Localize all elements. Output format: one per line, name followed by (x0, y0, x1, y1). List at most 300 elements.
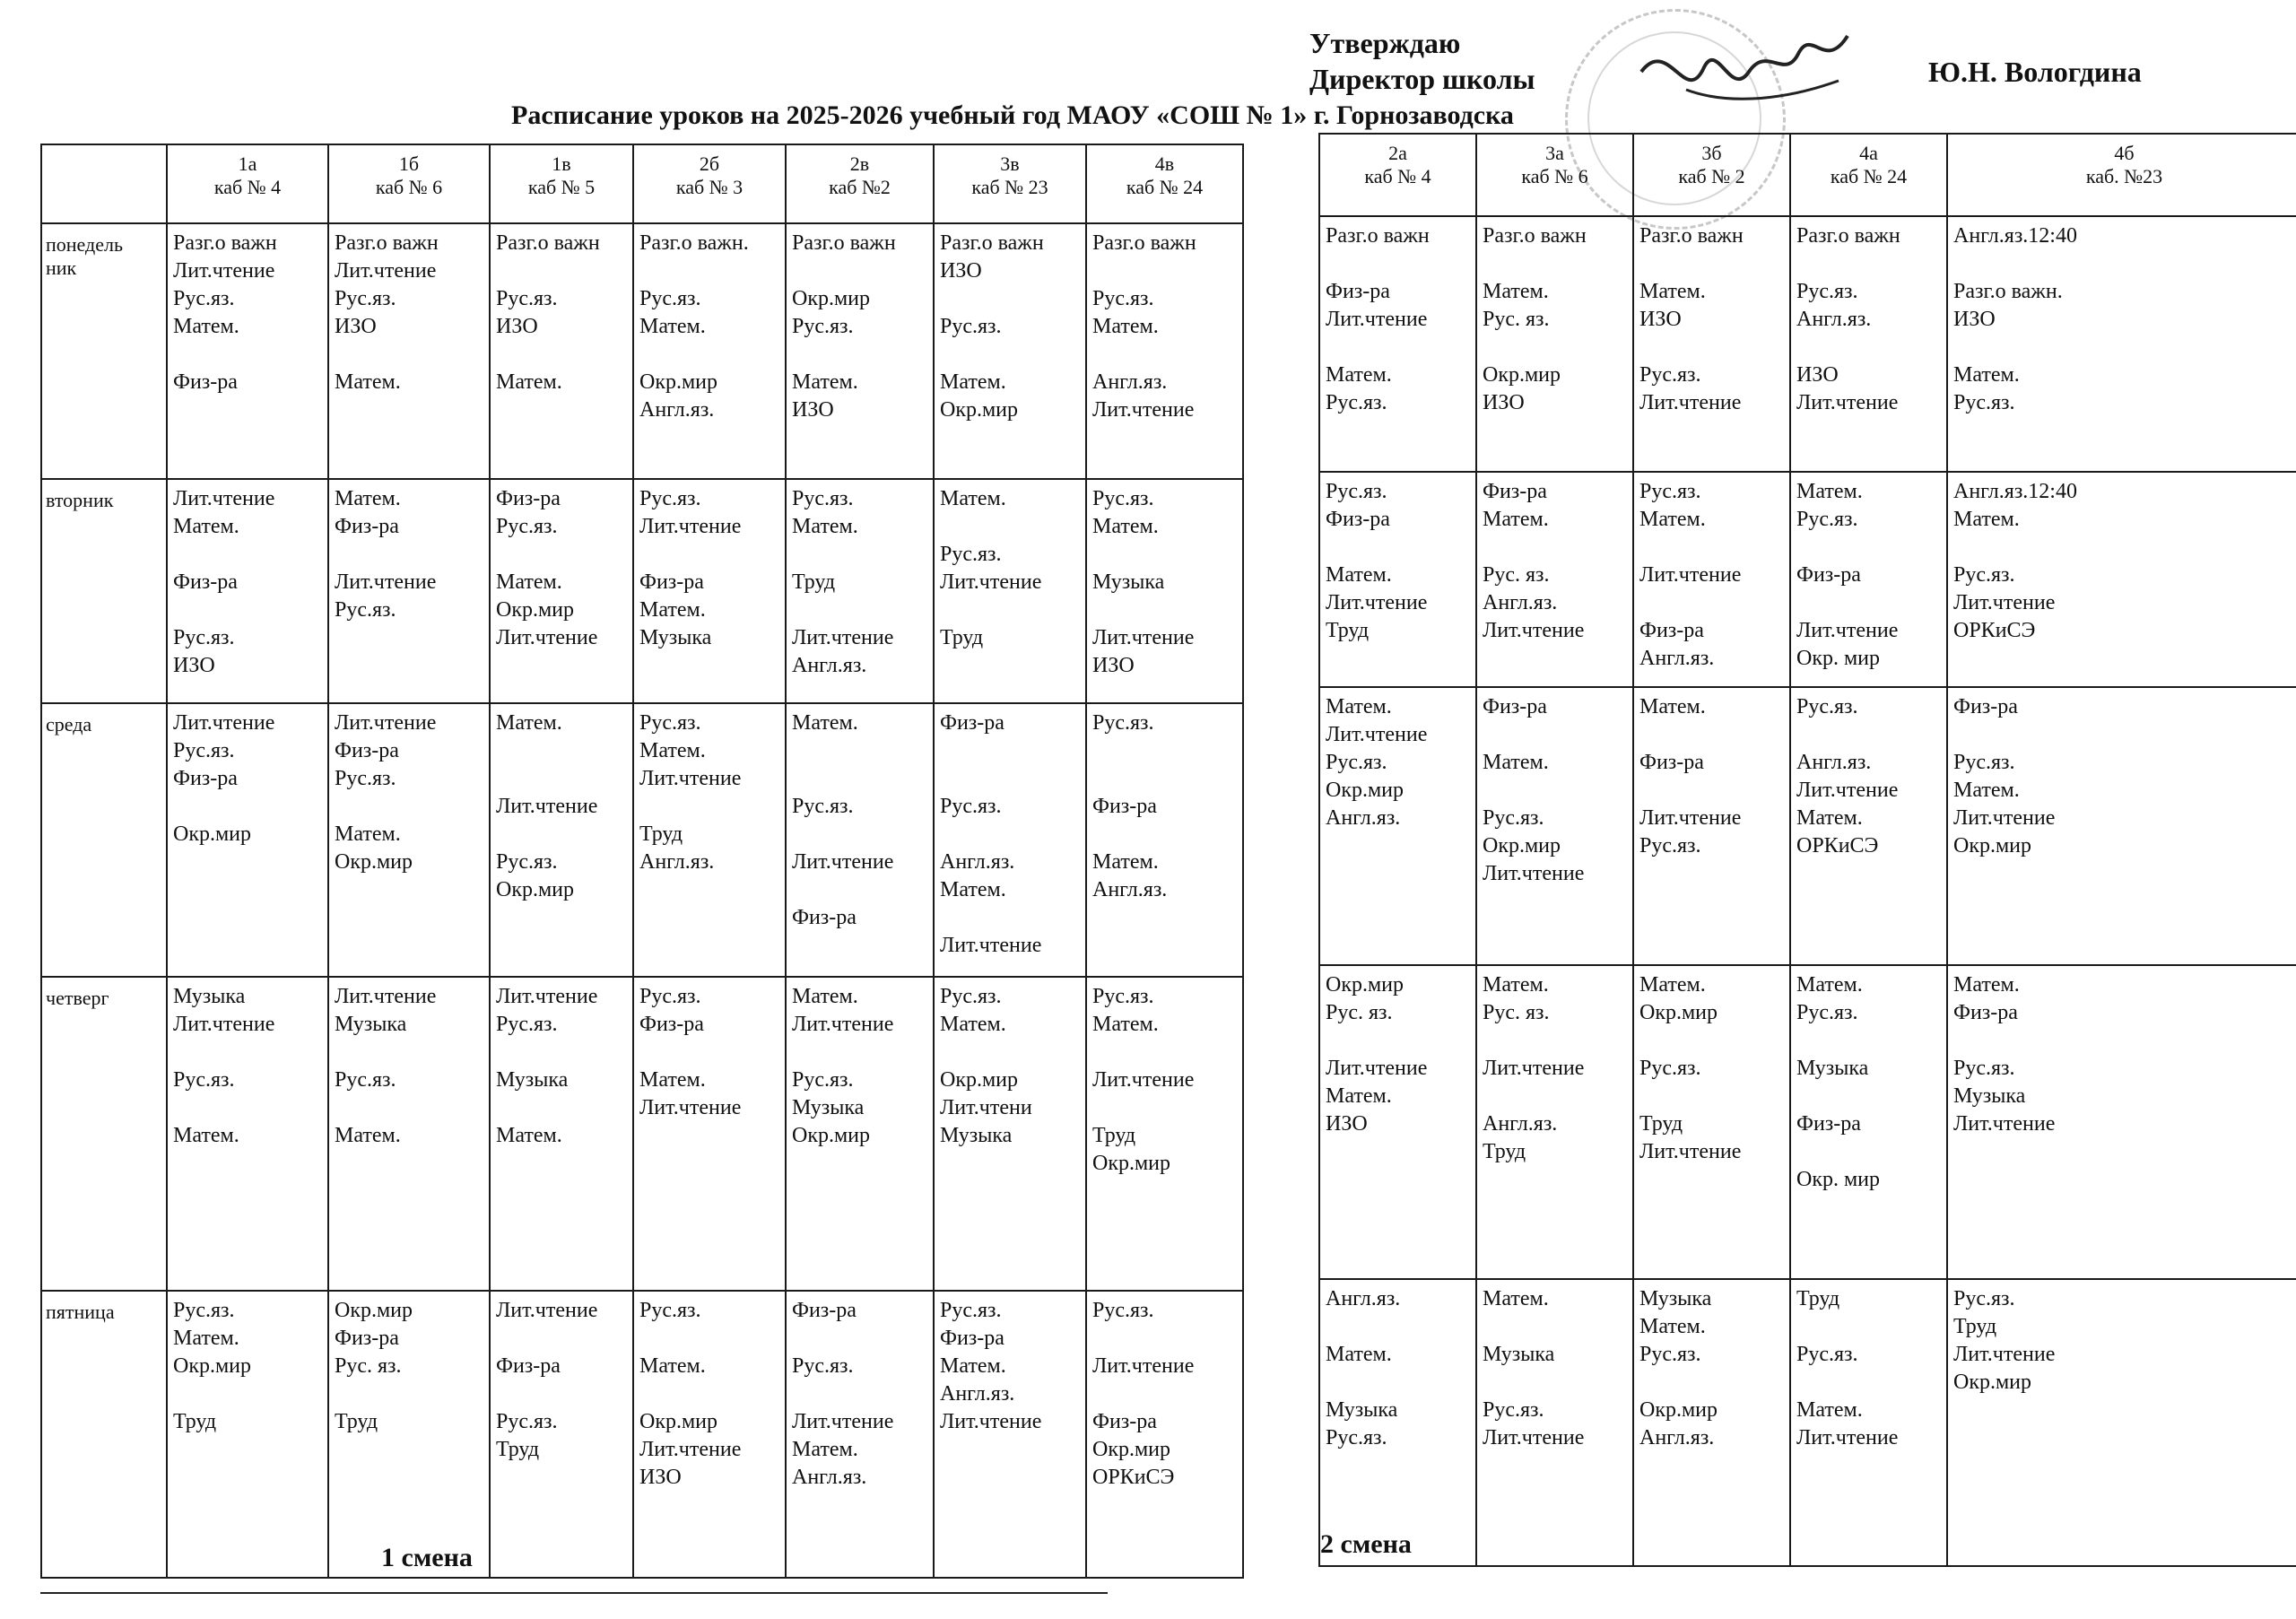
lesson: Лит.чтение (1639, 391, 1742, 414)
lesson: Англ.яз. (940, 1382, 1015, 1406)
lesson: Матем. (1639, 508, 1706, 531)
lesson: Матем. (1639, 695, 1706, 718)
lesson (496, 1094, 627, 1122)
lesson (1639, 250, 1784, 278)
lesson: Лит.чтение (1953, 591, 2056, 614)
lesson: Рус.яз. (335, 287, 396, 310)
lesson: Матем. (496, 711, 562, 735)
lesson: Физ-ра (792, 1299, 857, 1322)
lesson: Лит.чтение (639, 1096, 742, 1119)
lesson (1483, 777, 1627, 805)
lesson: Лит.чтение (1639, 1140, 1742, 1163)
lesson: Рус.яз. (1092, 487, 1154, 510)
lesson: Окр.мир (792, 1124, 871, 1147)
lesson: ИЗО (335, 315, 377, 338)
lesson: Разг.о важн (940, 231, 1044, 255)
lesson: Лит.чтение (792, 626, 894, 649)
lesson (496, 541, 627, 569)
lesson: Рус.яз. (1953, 391, 2015, 414)
lesson: Матем. (940, 878, 1006, 901)
day-row (1319, 1279, 2296, 1566)
lesson: Окр.мир (1953, 834, 2032, 857)
lesson: Окр.мир (639, 370, 718, 394)
lesson-cell (633, 1291, 786, 1578)
lesson: Окр. мир (1796, 647, 1881, 670)
lesson-cell (1086, 223, 1243, 479)
lesson (173, 1094, 322, 1122)
lesson: Физ-ра (173, 767, 238, 790)
class-name: 4а (1859, 142, 1878, 164)
lesson: Рус.яз. (792, 315, 854, 338)
lesson (1092, 765, 1237, 793)
schedule-title: Расписание уроков на 2025-2026 учебный год МАОУ «СОШ № 1» г. Горнозаводска (511, 100, 1514, 130)
lesson: Лит.чтение (1092, 1354, 1195, 1378)
lesson: Рус.яз. (496, 1013, 558, 1036)
lesson: Матем. (335, 370, 401, 394)
lesson: ИЗО (1639, 308, 1682, 331)
day-row (1319, 216, 2296, 472)
lesson (173, 1039, 322, 1066)
lesson: Рус.яз. (940, 795, 1002, 818)
lesson (1639, 1369, 1784, 1397)
lesson: Физ-ра (496, 1354, 561, 1378)
lesson: Лит.чтение (496, 1299, 598, 1322)
lesson: Рус.яз. (639, 985, 701, 1008)
lesson: Матем. (335, 1124, 401, 1147)
lesson: Рус.яз. (1483, 806, 1544, 830)
lesson (1639, 1083, 1784, 1110)
lesson: Физ-ра (335, 1327, 399, 1350)
lesson: Рус.яз. (1326, 751, 1387, 774)
class-name: 3б (1701, 142, 1722, 164)
day-name (41, 223, 167, 479)
lesson: Матем. (792, 515, 858, 538)
lesson: Музыка (1796, 1057, 1869, 1080)
lesson-cell (1476, 687, 1633, 965)
lesson (1796, 334, 1941, 361)
class-room: каб № 24 (1830, 165, 1908, 187)
class-header (934, 144, 1086, 223)
lesson: Матем. (1483, 751, 1549, 774)
lesson: Лит.чтение (792, 850, 894, 874)
class-header (1319, 134, 1476, 216)
day-name (41, 703, 167, 977)
lesson: Окр.мир (1483, 834, 1561, 857)
class-room: каб № 6 (375, 176, 443, 198)
lesson: Лит.чтение (639, 1438, 742, 1461)
class-name: 3а (1545, 142, 1564, 164)
lesson-cell (1633, 687, 1790, 965)
lesson-cell (786, 223, 934, 479)
lesson: Лит.чтение (639, 515, 742, 538)
lesson: Лит.чтение (173, 259, 275, 283)
lesson: Матем. (940, 1013, 1006, 1036)
lesson-cell (633, 223, 786, 479)
lesson: Физ-ра (173, 370, 238, 394)
lesson: Лит.чтение (1092, 626, 1195, 649)
lesson-cell (633, 479, 786, 703)
lesson-cell (328, 977, 490, 1291)
lesson-cell (1633, 965, 1790, 1279)
lesson-cell (786, 977, 934, 1291)
lesson: Музыка (639, 626, 712, 649)
lesson (940, 737, 1080, 765)
lesson-cell (1319, 472, 1476, 687)
lesson: Рус.яз. (792, 1354, 854, 1378)
lesson-cell (1947, 1279, 2296, 1566)
lesson-cell (328, 223, 490, 479)
lesson (940, 341, 1080, 369)
lesson-cell (1319, 965, 1476, 1279)
lesson (1092, 596, 1237, 624)
lesson: Англ.яз. (639, 398, 715, 422)
lesson (1483, 1083, 1627, 1110)
lesson-cell (1319, 687, 1476, 965)
lesson (496, 821, 627, 849)
lesson-cell (1319, 1279, 1476, 1566)
lesson: Музыка (792, 1096, 865, 1119)
lesson: Труд (1639, 1112, 1683, 1136)
lesson: ИЗО (496, 315, 538, 338)
lesson (1092, 821, 1237, 849)
lesson: Матем. (1639, 280, 1706, 303)
class-room: каб. №23 (2085, 165, 2163, 187)
lesson: Разг.о важн (1796, 224, 1900, 248)
lesson: Лит.чтение (1092, 398, 1195, 422)
lesson (940, 821, 1080, 849)
lesson: ИЗО (1483, 391, 1525, 414)
lesson: Англ.яз. (1796, 751, 1872, 774)
day-name (41, 479, 167, 703)
lesson: Рус.яз. (940, 1299, 1002, 1322)
lesson: Англ.яз. (639, 850, 715, 874)
lesson (173, 541, 322, 569)
lesson: Лит.чтение (1796, 779, 1899, 802)
lesson: Матем. (173, 515, 239, 538)
lesson: Лит.чтение (792, 1013, 894, 1036)
lesson (1483, 1027, 1627, 1055)
class-header (1086, 144, 1243, 223)
lesson: Англ.яз. (1326, 806, 1401, 830)
header-corner (41, 144, 167, 223)
lesson: Лит.чтение (173, 711, 275, 735)
lesson (1092, 1325, 1237, 1353)
lesson: Разг.о важн (792, 231, 896, 255)
lesson: Окр.мир (496, 598, 575, 622)
class-name: 1а (238, 152, 257, 175)
lesson: Рус.яз. (792, 487, 854, 510)
lesson: Рус.яз. (639, 487, 701, 510)
lesson: Матем. (1483, 280, 1549, 303)
lesson: Рус.яз. (1796, 1001, 1858, 1024)
class-room: каб № 24 (1126, 176, 1204, 198)
lesson-cell (167, 479, 328, 703)
class-room: каб № 23 (971, 176, 1048, 198)
day-row (1319, 472, 2296, 687)
lesson: Матем. (639, 1068, 706, 1092)
lesson: Рус.яз. (792, 1068, 854, 1092)
lesson: Лит.чтение (173, 487, 275, 510)
lesson-cell (1476, 1279, 1633, 1566)
lesson: Матем. (639, 1354, 706, 1378)
lesson: Рус. яз. (335, 1354, 402, 1378)
lesson: Рус.яз. (335, 1068, 396, 1092)
lesson: Рус. яз. (1483, 1001, 1550, 1024)
lesson: Матем. (1483, 508, 1549, 531)
lesson (1326, 1027, 1470, 1055)
lesson: Матем. (496, 1124, 562, 1147)
lesson: Труд (1953, 1315, 1997, 1338)
day-row (41, 479, 1243, 703)
lesson (940, 596, 1080, 624)
lesson (1953, 334, 2295, 361)
lesson (1796, 589, 1941, 617)
lesson: Разг.о важн (496, 231, 600, 255)
lesson: Рус. яз. (1326, 1001, 1393, 1024)
lesson: Лит.чтение (1953, 806, 2056, 830)
lesson: Лит.чтение (496, 795, 598, 818)
class-name: 2а (1388, 142, 1407, 164)
day-name-part: вторник (46, 489, 114, 511)
lesson: Физ-ра (940, 711, 1004, 735)
lesson: Рус.яз. (1953, 563, 2015, 587)
lesson (639, 541, 779, 569)
class-room: каб № 6 (1521, 165, 1588, 187)
lesson (335, 1039, 483, 1066)
lesson-cell (934, 1291, 1086, 1578)
lesson: ИЗО (1092, 654, 1135, 677)
lesson: Рус.яз. (1953, 1057, 2015, 1080)
lesson: Англ.яз.12:40 (1953, 480, 2077, 503)
lesson: Физ-ра (173, 570, 238, 594)
lesson-cell (786, 479, 934, 703)
lesson: Англ.яз. (1796, 308, 1872, 331)
lesson: Рус.яз. (1092, 287, 1154, 310)
lesson-cell (490, 977, 633, 1291)
lesson: Окр.мир (940, 398, 1019, 422)
lesson: Труд (1483, 1140, 1526, 1163)
lesson (1639, 721, 1784, 749)
lesson-cell (1086, 1291, 1243, 1578)
lesson: Рус.яз. (1953, 751, 2015, 774)
lesson: ИЗО (940, 259, 982, 283)
lesson: Окр.мир (335, 1299, 413, 1322)
lesson (1796, 534, 1941, 561)
lesson-cell (1790, 472, 1947, 687)
lesson (639, 1380, 779, 1408)
lesson: ИЗО (792, 398, 834, 422)
lesson: Матем. (173, 315, 239, 338)
lesson-cell (1319, 216, 1476, 472)
lesson-cell (786, 703, 934, 977)
director-signature (1632, 18, 1866, 144)
lesson-cell (1476, 216, 1633, 472)
lesson: ОРКиСЭ (1796, 834, 1879, 857)
lesson (1639, 589, 1784, 617)
lesson: Физ-ра (335, 739, 399, 762)
class-room: каб №2 (829, 176, 891, 198)
lesson-cell (490, 703, 633, 977)
lesson: Лит.чтение (1326, 723, 1428, 746)
day-name (41, 977, 167, 1291)
lesson-cell (1947, 965, 2296, 1279)
lesson-cell (1086, 703, 1243, 977)
lesson: Англ.яз. (940, 850, 1015, 874)
lesson: Физ-ра (639, 1013, 704, 1036)
lesson: Матем. (1953, 779, 2020, 802)
lesson: Рус.яз. (173, 739, 235, 762)
lesson: Матем. (792, 985, 858, 1008)
lesson: Лит.чтение (335, 259, 437, 283)
lesson: Матем. (496, 370, 562, 394)
lesson: Лит.чтение (792, 1410, 894, 1433)
lesson: Рус.яз. (496, 287, 558, 310)
lesson (496, 1380, 627, 1408)
lesson (173, 1380, 322, 1408)
lesson (792, 596, 927, 624)
lesson: Труд (1326, 619, 1370, 642)
lesson: Рус. яз. (1483, 308, 1550, 331)
lesson: Рус.яз. (940, 543, 1002, 566)
lesson (1953, 534, 2295, 561)
lesson-cell (490, 223, 633, 479)
lesson: Лит.чтение (1483, 619, 1585, 642)
lesson: Рус.яз. (792, 795, 854, 818)
lesson: Лит.чтение (1326, 1057, 1428, 1080)
lesson: Окр.мир (940, 1068, 1019, 1092)
lesson: Музыка (1483, 1343, 1555, 1366)
lesson (1483, 250, 1627, 278)
lesson: Рус.яз. (1796, 1343, 1858, 1366)
lesson: Матем. (1092, 1013, 1159, 1036)
lesson: Лит.чтение (1483, 862, 1585, 885)
lesson: Англ.яз. (1092, 370, 1168, 394)
shift-two-label: 2 смена (1320, 1529, 1412, 1559)
day-name-part: ник (46, 257, 77, 279)
lesson: Окр.мир (1092, 1152, 1171, 1175)
lesson: Лит.чтение (1326, 308, 1428, 331)
lesson: Лит.чтение (335, 985, 437, 1008)
lesson: Матем. (940, 487, 1006, 510)
lesson: Окр.мир (335, 850, 413, 874)
lesson: Англ.яз.12:40 (1953, 224, 2077, 248)
lesson: Матем. (792, 711, 858, 735)
lesson: Физ-ра (335, 515, 399, 538)
lesson (173, 596, 322, 624)
lesson: Труд (335, 1410, 378, 1433)
lesson: Матем. (1092, 850, 1159, 874)
lesson: Труд (1796, 1287, 1840, 1310)
class-name: 1в (552, 152, 571, 175)
lesson: Рус.яз. (496, 1410, 558, 1433)
lesson: Англ.яз. (792, 654, 867, 677)
lesson-cell (1476, 965, 1633, 1279)
lesson: Окр.мир (1953, 1371, 2032, 1394)
lesson: Лит.чтение (1796, 619, 1899, 642)
lesson (639, 793, 779, 821)
class-name: 1б (398, 152, 420, 175)
lesson: Рус.яз. (1639, 1057, 1701, 1080)
lesson: Матем. (1953, 363, 2020, 387)
lesson: Лит.чтение (940, 934, 1042, 957)
lesson: Рус.яз. (1639, 834, 1701, 857)
class-header (1633, 134, 1790, 216)
class-name: 2в (849, 152, 870, 175)
lesson: Разг.о важн. (1953, 280, 2063, 303)
lesson (496, 341, 627, 369)
lesson: Труд (496, 1438, 540, 1461)
lesson: Лит.чтение (1639, 563, 1742, 587)
lesson: Рус.яз. (1639, 480, 1701, 503)
lesson: Рус.яз. (173, 626, 235, 649)
lesson (173, 341, 322, 369)
lesson: Музыка (1639, 1287, 1712, 1310)
lesson: ИЗО (1326, 1112, 1368, 1136)
lesson-cell (1790, 216, 1947, 472)
schedule-table-second-shift (1318, 133, 2296, 1567)
class-header (633, 144, 786, 223)
lesson: Англ.яз. (1639, 1426, 1715, 1449)
lesson (1796, 1313, 1941, 1341)
lesson-cell (633, 977, 786, 1291)
lesson (1639, 534, 1784, 561)
lesson-cell (633, 703, 786, 977)
lesson: Физ-ра (1953, 695, 2018, 718)
lesson: Физ-ра (1483, 695, 1547, 718)
class-name: 2б (699, 152, 720, 175)
lesson: Матем. (1483, 1287, 1549, 1310)
lesson (940, 765, 1080, 793)
lesson (1326, 1313, 1470, 1341)
lesson-cell (1790, 965, 1947, 1279)
lesson: Труд (792, 570, 836, 594)
lesson: Рус.яз. (1326, 1426, 1387, 1449)
lesson: Физ-ра (792, 906, 857, 929)
lesson: Матем. (1796, 1398, 1863, 1422)
lesson: Лит.чтение (1483, 1057, 1585, 1080)
class-room: каб № 5 (527, 176, 596, 198)
lesson: Рус.яз. (1483, 1398, 1544, 1422)
day-name-part: среда (46, 713, 92, 736)
lesson: Окр.мир (1092, 1438, 1171, 1461)
lesson: Матем. (940, 370, 1006, 394)
lesson: Матем. (1326, 1084, 1392, 1108)
lesson: Рус.яз. (639, 1299, 701, 1322)
lesson (1326, 250, 1470, 278)
lesson (792, 737, 927, 765)
lesson: Англ.яз. (1483, 591, 1558, 614)
class-header (167, 144, 328, 223)
lesson: Лит.чтение (1796, 1426, 1899, 1449)
lesson (335, 341, 483, 369)
lesson-cell (1947, 472, 2296, 687)
lesson: Труд (639, 823, 683, 846)
lesson (639, 1039, 779, 1066)
day-row (41, 223, 1243, 479)
lesson (335, 541, 483, 569)
lesson-cell (328, 703, 490, 977)
lesson-cell (934, 479, 1086, 703)
lesson: Матем. (1953, 973, 2020, 997)
lesson: Физ-ра (1092, 1410, 1157, 1433)
lesson: Окр.мир (173, 1354, 252, 1378)
lesson: Физ-ра (1326, 508, 1390, 531)
lesson-cell (490, 479, 633, 703)
lesson: Лит.чтение (940, 1410, 1042, 1433)
lesson: Окр.мир (1483, 363, 1561, 387)
lesson-cell (328, 479, 490, 703)
lesson (496, 737, 627, 765)
